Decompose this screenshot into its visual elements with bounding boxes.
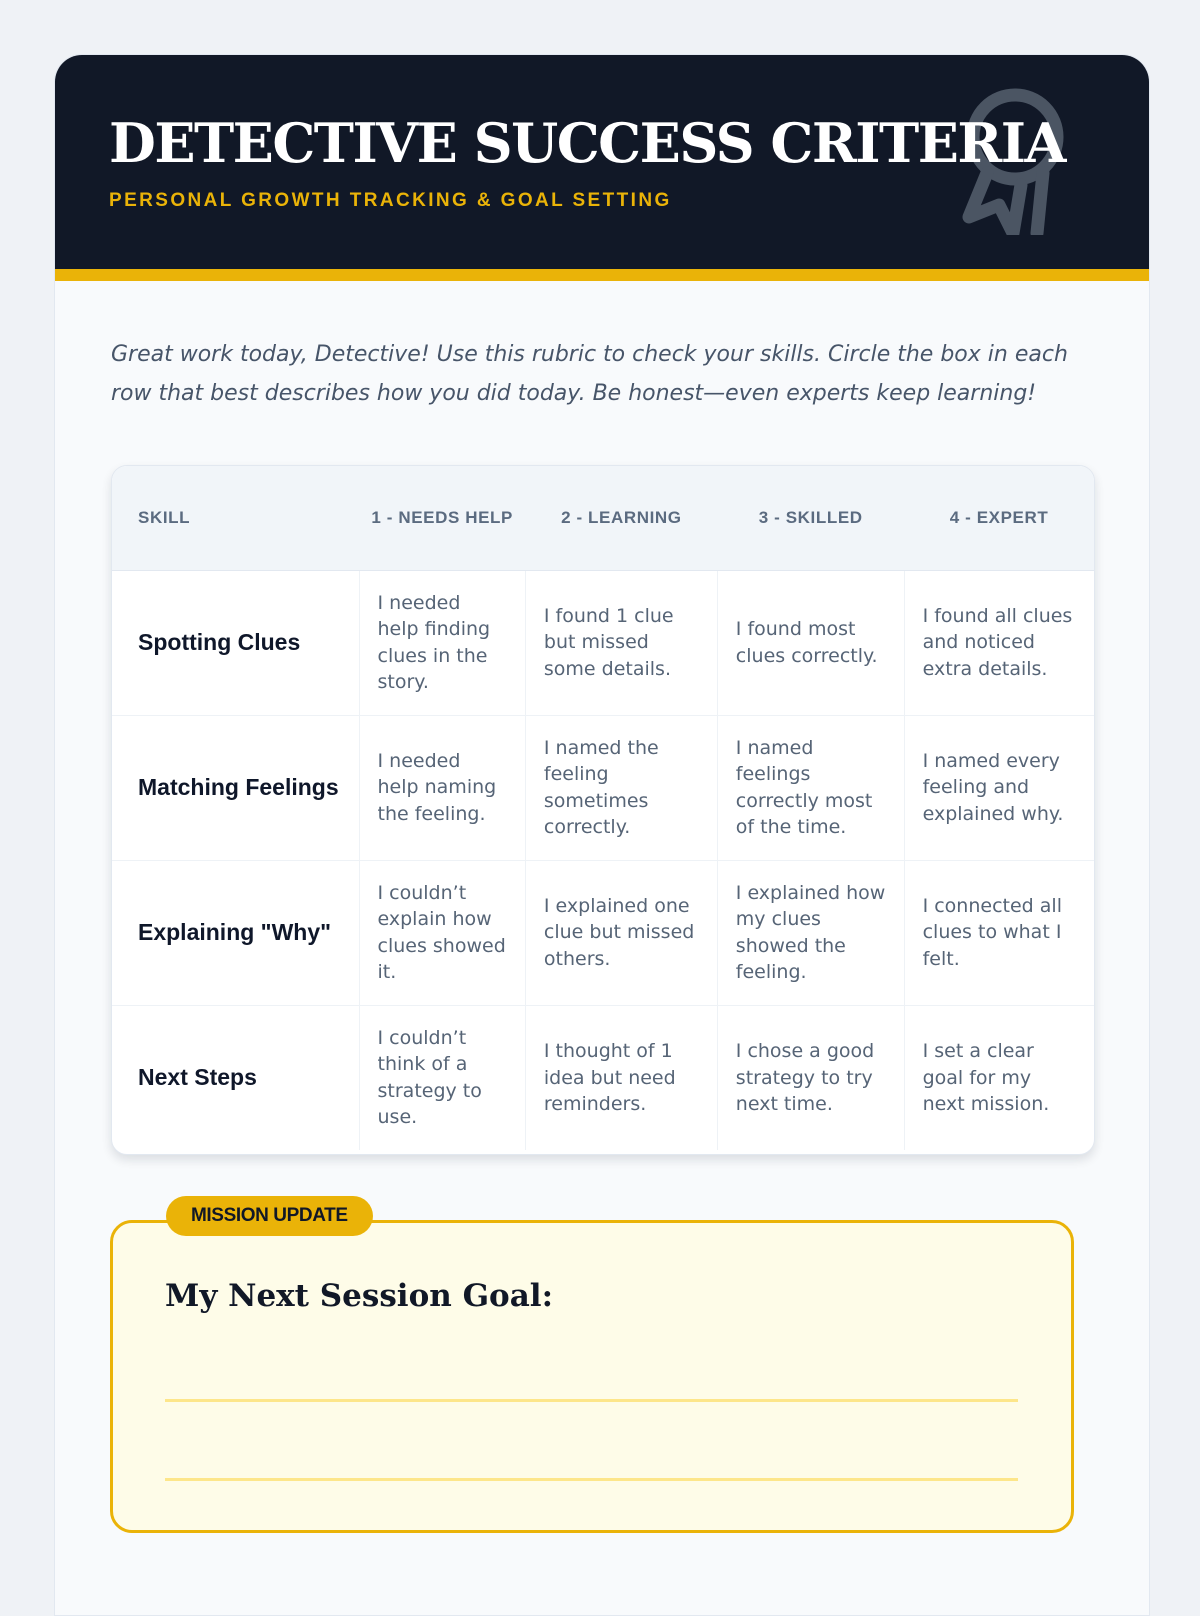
- rubric-cell[interactable]: I needed help naming the feeling.: [359, 715, 525, 860]
- rubric-cell[interactable]: I couldn’t think of a strategy to use.: [359, 1005, 525, 1150]
- table-row: [112, 860, 1094, 1005]
- rubric-cell[interactable]: I named every feeling and explained why.: [904, 715, 1094, 860]
- rubric-cell[interactable]: I connected all clues to what I felt.: [904, 860, 1094, 1005]
- rubric-cell[interactable]: I named feelings correctly most of the time.: [717, 715, 904, 860]
- column-header-skill: SKILL: [112, 466, 359, 570]
- column-header-level-3: 3 - SKILLED: [717, 466, 904, 570]
- goal-box: [110, 1205, 1074, 1533]
- mission-update-badge: MISSION UPDATE: [166, 1196, 373, 1236]
- rubric-cell[interactable]: I explained one clue but missed others.: [525, 860, 717, 1005]
- rubric-cell[interactable]: I found most clues correctly.: [717, 570, 904, 715]
- rubric-table: [111, 465, 1095, 1155]
- worksheet-card: [54, 54, 1150, 1616]
- rubric-cell[interactable]: I couldn’t explain how clues showed it.: [359, 860, 525, 1005]
- rubric-cell[interactable]: I found 1 clue but missed some details.: [525, 570, 717, 715]
- goal-title: My Next Session Goal:: [165, 1278, 554, 1314]
- column-header-level-1: 1 - NEEDS HELP: [359, 466, 525, 570]
- goal-writing-line[interactable]: [165, 1399, 1018, 1402]
- skill-name: Spotting Clues: [138, 629, 301, 655]
- rubric-cell[interactable]: I needed help finding clues in the story.: [359, 570, 525, 715]
- rubric-cell[interactable]: I set a clear goal for my next mission.: [904, 1005, 1094, 1150]
- skill-name: Explaining "Why": [112, 860, 359, 1005]
- rubric-header-row: [112, 466, 1094, 570]
- rubric-cell[interactable]: I thought of 1 idea but need reminders.: [525, 1005, 717, 1150]
- rubric-cell[interactable]: I chose a good strategy to try next time.: [717, 1005, 904, 1150]
- page-title: DETECTIVE SUCCESS CRITERIA: [109, 111, 1065, 175]
- page-subtitle: PERSONAL GROWTH TRACKING & GOAL SETTING: [109, 190, 672, 211]
- intro-text: Great work today, Detective! Use this rubric to check your skills. Circle the box in each row that best describes how you did today. Be honest—even experts keep learning!: [111, 342, 1068, 406]
- rubric-cell[interactable]: I named the feeling sometimes correctly.: [525, 715, 717, 860]
- table-row: [112, 1005, 1094, 1150]
- table-row: [112, 715, 1094, 860]
- skill-name: Next Steps: [112, 1005, 359, 1150]
- column-header-level-2: 2 - LEARNING: [525, 466, 717, 570]
- rubric-cell[interactable]: I found all clues and noticed extra details.: [904, 570, 1094, 715]
- goal-writing-line[interactable]: [165, 1478, 1018, 1481]
- header: [55, 55, 1149, 281]
- column-header-level-4: 4 - EXPERT: [904, 466, 1094, 570]
- skill-name: Matching Feelings: [112, 715, 359, 860]
- table-row: [112, 570, 1094, 715]
- rubric-cell[interactable]: I explained how my clues showed the feeling.: [717, 860, 904, 1005]
